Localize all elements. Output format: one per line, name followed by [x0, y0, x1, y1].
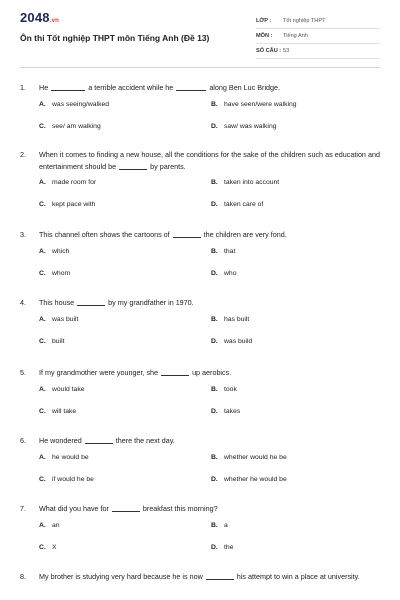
- question-8: [20, 571, 380, 583]
- option-b[interactable]: B. whether would he be: [211, 453, 287, 461]
- option-d[interactable]: D. taken care of: [211, 201, 264, 208]
- question-number: 6.: [20, 436, 26, 445]
- question-4: [20, 297, 380, 358]
- option-c[interactable]: C. kept pace with: [39, 201, 96, 208]
- option-d[interactable]: D. whether he would be: [211, 475, 287, 483]
- option-b[interactable]: B. took: [211, 385, 237, 393]
- meta-row-class: [256, 14, 380, 29]
- option-c[interactable]: C. whom: [39, 269, 71, 277]
- answer-blank: [161, 367, 189, 376]
- option-a[interactable]: A. was seeing/walked: [39, 100, 110, 108]
- question-number: 4.: [20, 298, 26, 307]
- page-title: Ôn thi Tốt nghiệp THPT môn Tiếng Anh (Đề 13): [20, 33, 210, 43]
- answer-blank: [51, 82, 85, 91]
- header: [0, 0, 400, 64]
- question-text: He wondered there the next day.: [39, 436, 175, 445]
- question-text: This channel often shows the cartoons of the children are very fond.: [39, 230, 287, 239]
- question-text: What did you have for breakfast this morning?: [39, 504, 218, 513]
- question-number: 2.: [20, 150, 26, 159]
- option-b[interactable]: B. a: [211, 521, 228, 529]
- option-b[interactable]: B. that: [211, 247, 236, 255]
- question-number: 5.: [20, 368, 26, 377]
- answer-blank: [206, 571, 234, 580]
- question-1: [20, 82, 380, 143]
- option-b[interactable]: B. has built: [211, 315, 250, 323]
- option-d[interactable]: D. who: [211, 269, 237, 277]
- question-2: [20, 149, 380, 221]
- meta-value: Tiếng Anh: [283, 33, 308, 39]
- option-c[interactable]: C. see/ am walking: [39, 122, 101, 130]
- question-number: 7.: [20, 504, 26, 513]
- option-c[interactable]: C. if would he be: [39, 475, 94, 483]
- meta-value: 53: [283, 48, 290, 54]
- site-logo[interactable]: 2048.vn: [20, 10, 60, 25]
- option-b[interactable]: B. have seen/were walking: [211, 100, 297, 108]
- meta-key: LỚP :: [256, 18, 272, 24]
- option-a[interactable]: A. would take: [39, 385, 85, 393]
- answer-blank: [112, 503, 140, 512]
- option-a[interactable]: A. which: [39, 247, 70, 255]
- question-text: If my grandmother were younger, she up aerobics.: [39, 368, 232, 377]
- question-number: 8.: [20, 572, 26, 581]
- option-c[interactable]: C. will take: [39, 407, 77, 415]
- question-text: My brother is studying very hard because he is now his attempt to win a place at university.: [39, 572, 360, 581]
- question-text: This house by my grandfather in 1970.: [39, 298, 194, 307]
- meta-row-subject: [256, 29, 380, 44]
- question-text: He a terrible accident while he along Ben Luc Bridge.: [39, 83, 281, 92]
- answer-blank: [119, 161, 147, 170]
- option-c[interactable]: C. built: [39, 337, 65, 345]
- header-divider: [20, 67, 380, 68]
- option-a[interactable]: A. he would be: [39, 453, 89, 461]
- option-a[interactable]: A. was built: [39, 315, 79, 323]
- question-3: [20, 229, 380, 290]
- option-d[interactable]: D. takes: [211, 407, 241, 415]
- meta-value: Tốt nghiệp THPT: [283, 18, 326, 24]
- question-5: [20, 367, 380, 428]
- option-c[interactable]: C. X: [39, 543, 57, 551]
- answer-blank: [176, 82, 206, 91]
- question-6: [20, 435, 380, 496]
- option-d[interactable]: D. the: [211, 543, 234, 551]
- question-number: 1.: [20, 83, 26, 92]
- answer-blank: [77, 297, 105, 306]
- option-a[interactable]: A. an: [39, 521, 60, 529]
- question-7: [20, 503, 380, 564]
- answer-blank: [173, 229, 201, 238]
- question-number: 3.: [20, 230, 26, 239]
- exam-info: [256, 14, 380, 59]
- meta-key: SỐ CÂU :: [256, 48, 282, 54]
- option-b[interactable]: B. taken into account: [211, 179, 280, 186]
- option-d[interactable]: D. was build: [211, 337, 253, 345]
- meta-row-count: [256, 44, 380, 59]
- meta-key: MÔN :: [256, 33, 273, 39]
- option-d[interactable]: D. saw/ was walking: [211, 122, 277, 130]
- question-text: When it comes to finding a new house, all the conditions for the sake of the children such as education and entertainment should be by parents.: [39, 150, 380, 171]
- answer-blank: [85, 435, 113, 444]
- option-a[interactable]: A. made room for: [39, 179, 97, 186]
